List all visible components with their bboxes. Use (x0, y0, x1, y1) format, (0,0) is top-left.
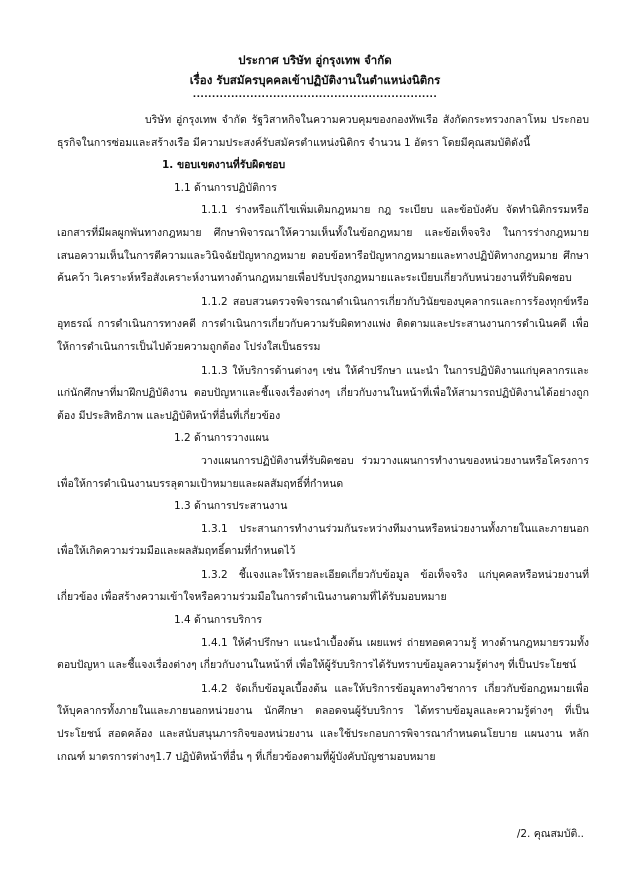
paragraph-1-4-2: 1.4.2 จัดเก็บข้อมูลเบื้องต้น และให้บริการข้อมูลทางวิชาการ เกี่ยวกับข้อกฎหมายเพื่อให้บุคลากรทั้งภายในและภายนอกหน่วยงาน นักศึกษา ตลอดจนผู้รับบริการ ได้ทราบข้อมูลและความรู้ต่างๆ ที่เป็นประโยชน์ สอดคล้อง และสนับสนุนภารกิจของหน่วยงาน และใช้ประกอบการพิจารณากำหนดนโยบาย แผนงาน หลักเกณฑ์ มาตรการต่างๆ1.7 ปฏิบัติหน้าที่อื่น ๆ ที่เกี่ยวข้องตามที่ผู้บังคับบัญชามอบหมาย (57, 682, 589, 763)
intro-paragraph: บริษัท อู่กรุงเทพ จำกัด รัฐวิสาหกิจในความควบคุมของกองทัพเรือ สังกัดกระทรวงกลาโหม ประกอบธุรกิจในการซ่อมและสร้างเรือ มีความประสงค์รับสมัครตำแหน่งนิติกร จำนวน 1 อัตรา โดยมีคุณสมบัติดังนี้ (57, 114, 589, 149)
paragraph-1-3-1: 1.3.1 ประสานการทำงานร่วมกันระหว่างทีมงานหรือหน่วยงานทั้งภายในและภายนอก เพื่อให้เกิดความร่วมมือและผลสัมฤทธิ์ตามที่กำหนดไว้ (57, 522, 589, 558)
page-continuation: /2. คุณสมบัติ.. (516, 828, 584, 840)
paragraph-1-1-3: 1.1.3 ให้บริการด้านต่างๆ เช่น ให้คำปรึกษา แนะนำ ในการปฏิบัติงานแก่บุคลากรและแก่นักศึกษาที่มาฝึกปฏิบัติงาน ตอบปัญหาและชี้แจงเรื่องต่างๆ เกี่ยวกับงานในหน้าที่เพื่อให้สามารถปฏิบัติงานได้อย่างถูกต้อง มีประสิทธิภาพ และปฏิบัติหน้าที่อื่นที่เกี่ยวข้อง (57, 364, 589, 422)
announcement-title: ประกาศ บริษัท อู่กรุงเทพ จำกัด (238, 53, 392, 67)
section-1-4-heading: 1.4 ด้านการบริการ (174, 614, 263, 627)
announcement-subject: เรื่อง รับสมัครบุคคลเข้าปฏิบัติงานในตำแหน่งนิติกร (189, 73, 441, 87)
section-1-1-heading: 1.1 ด้านการปฏิบัติการ (174, 181, 277, 194)
title-separator: ................................................................ (192, 90, 438, 100)
section-1-heading: 1. ขอบเขตงานที่รับผิดชอบ (162, 159, 286, 172)
paragraph-1-4-1: 1.4.1 ให้คำปรึกษา แนะนำเบื้องต้น เผยแพร่ ถ่ายทอดความรู้ ทางด้านกฎหมายรวมทั้งตอบปัญหา และชี้แจงเรื่องต่างๆ เกี่ยวกับงานในหน้าที่ เพื่อให้ผู้รับบริการได้รับทราบข้อมูลความรู้ต่างๆ ที่เป็นประโยชน์ (57, 636, 589, 672)
section-1-2-heading: 1.2 ด้านการวางแผน (174, 432, 269, 445)
paragraph-1-1-2: 1.1.2 สอบสวนตรวจพิจารณาดำเนินการเกี่ยวกับวินัยของบุคลากรและการร้องทุกข์หรืออุทธรณ์ การดำเนินการทางคดี การดำเนินการเกี่ยวกับความรับผิดทางแพ่ง ติดตามและประสานงานการดำเนินคดี เพื่อให้การดำเนินการเป็นไปด้วยความถูกต้อง โปร่งใสเป็นธรรม (57, 295, 589, 353)
document-body (57, 109, 589, 768)
paragraph-1-2: วางแผนการปฏิบัติงานที่รับผิดชอบ ร่วมวางแผนการทำงานของหน่วยงานหรือโครงการเพื่อให้การดำเนินงานบรรลุตามเป้าหมายและผลสัมฤทธิ์ที่กำหนด (57, 454, 589, 490)
paragraph-1-1-1: 1.1.1 ร่างหรือแก้ไขเพิ่มเติมกฎหมาย กฎ ระเบียบ และข้อบังคับ จัดทำนิติกรรมหรือเอกสารที่มีผลผูกพันทางกฎหมาย ศึกษาพิจารณาให้ความเห็นทั้งในข้อกฎหมาย และข้อเท็จจริง ในการร่างกฎหมาย เสนอความเห็นในการตีความและวินิจฉัยปัญหากฎหมาย ตอบข้อหารือปัญหากฎหมายและทางปฏิบัติทางกฎหมาย ศึกษา ค้นคว้า วิเคราะห์หรือสังเคราะห์งานทางด้านกฎหมายเพื่อปรับปรุงกฎหมายและระเบียบเกี่ยวกับหน่วยงานที่รับผิดชอบ (57, 204, 589, 285)
paragraph-1-3-2: 1.3.2 ชี้แจงและให้รายละเอียดเกี่ยวกับข้อมูล ข้อเท็จจริง แก่บุคคลหรือหน่วยงานที่เกี่ยวข้อง เพื่อสร้างความเข้าใจหรือความร่วมมือในการดำเนินงานตามที่ได้รับมอบหมาย (57, 568, 589, 604)
section-1-3-heading: 1.3 ด้านการประสานงาน (174, 500, 288, 513)
